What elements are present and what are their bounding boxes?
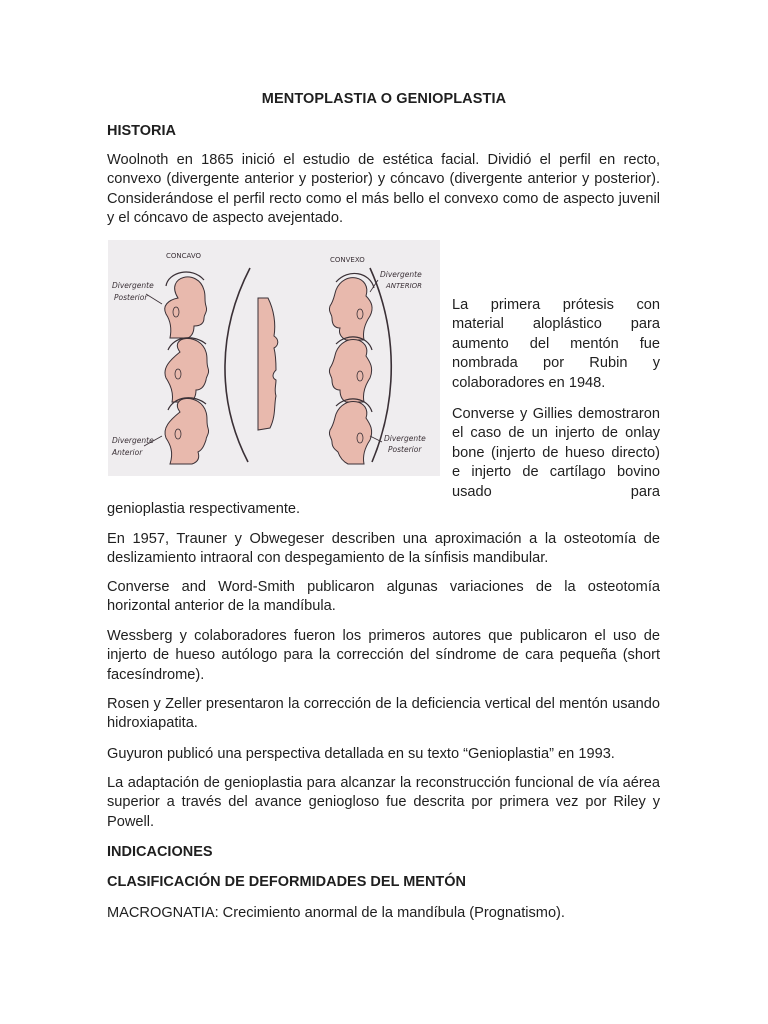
straight-profile-face	[258, 298, 278, 430]
label-divergente-anterior-right-2: ANTERIOR	[386, 282, 423, 290]
section-heading-indicaciones: INDICACIONES	[107, 844, 213, 860]
head-left-middle	[165, 338, 209, 402]
label-divergente-anterior-left-2: Anterior	[112, 448, 143, 457]
head-left-top	[165, 272, 207, 338]
label-divergente-anterior-left-1: Divergente	[112, 436, 154, 445]
label-convexo: CONVEXO	[330, 256, 365, 264]
concave-arc	[225, 268, 250, 462]
label-divergente-posterior-left-1: Divergente	[112, 281, 154, 290]
section-heading-historia: HISTORIA	[107, 123, 177, 139]
paragraph-riley-powell: La adaptación de genioplastia para alcanzar la reconstrucción funcional de vía aérea superior a través del avance geniogloso fue descrita por primera vez por Riley y Powell.	[107, 775, 660, 830]
paragraph-converse-word-smith: Converse and Word-Smith publicaron algunas variaciones de la osteotomía horizontal anterior de la mandíbula.	[107, 579, 660, 615]
head-right-middle	[329, 337, 372, 402]
head-right-top	[329, 273, 374, 340]
paragraph-rubin: La primera prótesis con material aloplástico para aumento del mentón fue nombrada por Rubin y colaboradores en 1948.	[452, 297, 660, 391]
paragraph-macrognatia: MACROGNATIA: Crecimiento anormal de la mandíbula (Prognatismo).	[107, 905, 565, 921]
label-divergente-anterior-right-1: Divergente	[380, 270, 422, 279]
paragraph-converse-gillies-continuation: genioplastia respectivamente.	[107, 501, 301, 517]
paragraph-woolnoth: Woolnoth en 1865 inició el estudio de estética facial. Dividió el perfil en recto, convexo (divergente anterior y posterior) y cóncavo (divergente anterior y posterior). Considerándose el perfil recto como el más bello el convexo como de aspecto juvenil y el cóncavo de aspecto avejentado.	[107, 152, 660, 227]
paragraph-converse-gillies: Converse y Gillies demostraron el caso de un injerto de onlay bone (injerto de hueso directo) e injerto de cartílago bovino usado para	[452, 406, 660, 500]
paragraph-trauner-obwegeser: En 1957, Trauner y Obwegeser describen una aproximación a la osteotomía de deslizamiento intraoral con despegamiento de la sínfisis mandibular.	[107, 531, 660, 567]
label-divergente-posterior-left-2: Posterior	[114, 293, 148, 302]
facial-profiles-illustration	[108, 240, 440, 476]
paragraph-guyuron: Guyuron publicó una perspectiva detallada en su texto “Genioplastia” en 1993.	[107, 746, 615, 762]
label-concavo: CONCAVO	[166, 252, 202, 260]
page-title: MENTOPLASTIA O GENIOPLASTIA	[261, 91, 507, 107]
head-right-bottom	[329, 399, 372, 464]
section-heading-clasificacion: CLASIFICACIÓN DE DEFORMIDADES DEL MENTÓN	[107, 874, 467, 890]
label-divergente-posterior-right-1: Divergente	[384, 434, 426, 443]
label-divergente-posterior-right-2: Posterior	[388, 445, 422, 454]
convex-arc	[370, 268, 391, 462]
paragraph-rosen-zeller: Rosen y Zeller presentaron la corrección de la deficiencia vertical del mentón usando hidroxiapatita.	[107, 696, 660, 732]
paragraph-wessberg: Wessberg y colaboradores fueron los primeros autores que publicaron el uso de injerto de hueso autólogo para la corrección del síndrome de cara pequeña (short facesíndrome).	[107, 628, 660, 683]
head-left-bottom	[165, 398, 209, 464]
